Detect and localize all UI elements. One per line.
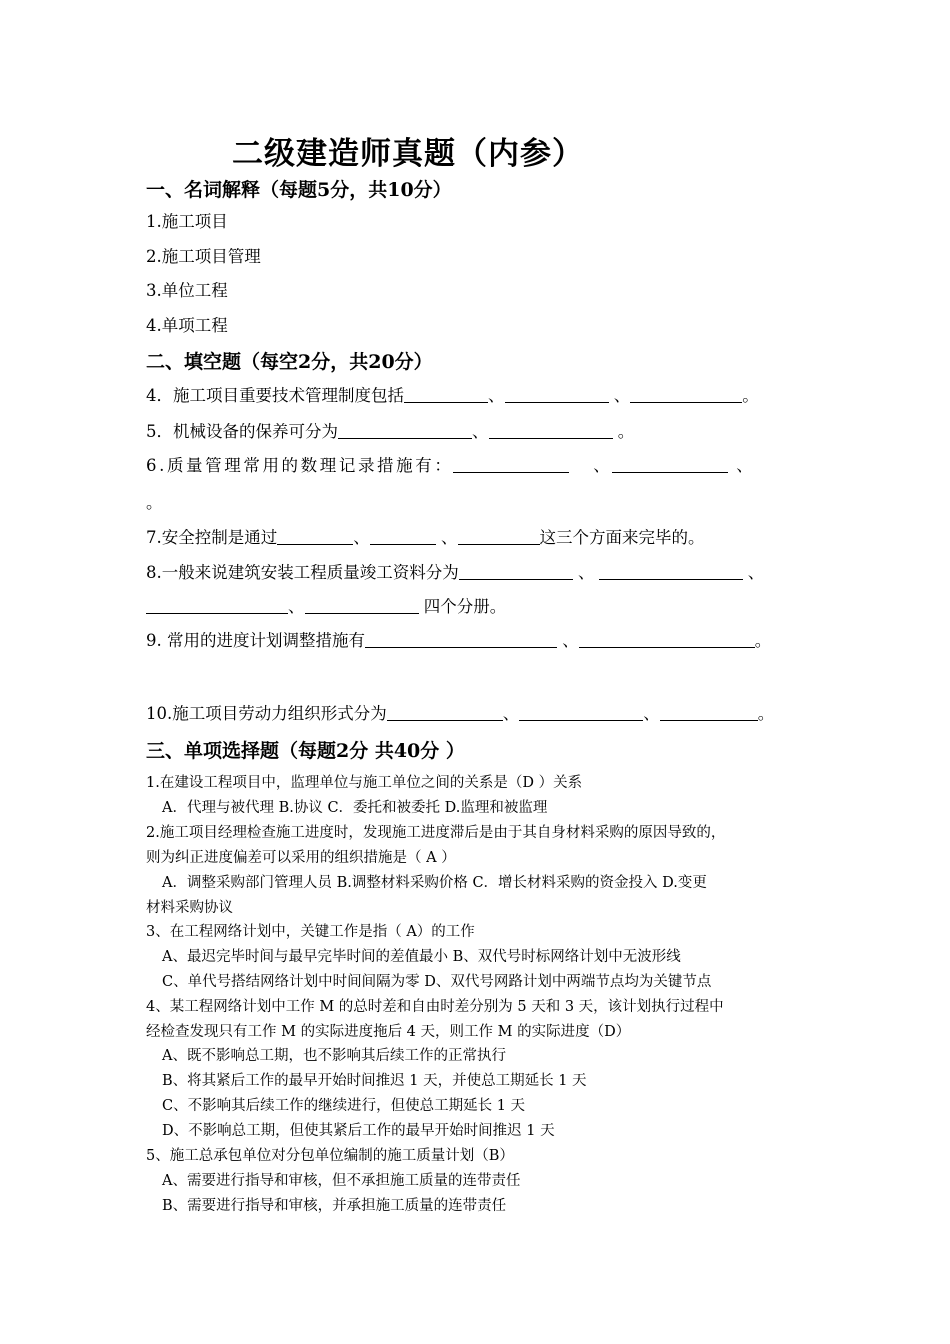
- choice-question-2: 2.施工项目经理检查施工进度时，发现施工进度滞后是由于其自身材料采购的原因导致的，: [146, 825, 726, 841]
- answer-blank: [505, 386, 609, 403]
- separator: 。: [612, 422, 635, 441]
- fill-question-4: [146, 385, 759, 407]
- section-1-heading: 一、名词解释（每题5分，共10分）: [146, 179, 452, 201]
- question-text: 6.质量管理常用的数理记录措施有：: [146, 456, 454, 475]
- separator: 、: [742, 563, 765, 582]
- fill-question-6: [146, 455, 755, 477]
- separator: 。: [754, 631, 772, 650]
- separator: 、: [728, 456, 756, 475]
- fill-question-7: [146, 527, 705, 549]
- separator: 、: [488, 386, 505, 405]
- choice-question-4: 4、某工程网络计划中工作 M 的总时差和自由时差分别为 5 天和 3 天，该计划执行过程中: [146, 999, 724, 1015]
- choice-options-cont: 材料采购协议: [146, 900, 233, 916]
- answer-blank: [365, 631, 557, 648]
- fill-question-9: [146, 630, 771, 652]
- answer-blank: [277, 528, 353, 545]
- term-item: 1.施工项目: [146, 212, 228, 231]
- question-text: 四个分册。: [418, 597, 507, 616]
- answer-blank: [459, 563, 573, 580]
- question-text: 8.一般来说建筑安装工程质量竣工资料分为: [146, 563, 459, 582]
- choice-option: D、不影响总工期，但使其紧后工作的最早开始时间推迟 1 天: [162, 1123, 555, 1139]
- separator: 、: [435, 528, 458, 547]
- choice-question-4-cont: 经检查发现只有工作 M 的实际进度拖后 4 天，则工作 M 的实际进度（D）: [146, 1024, 631, 1040]
- fill-question-6-end: 。: [146, 493, 163, 512]
- term-item: 2.施工项目管理: [146, 247, 261, 266]
- term-item: 4.单项工程: [146, 316, 228, 335]
- answer-blank: [579, 631, 755, 648]
- separator: 、: [472, 422, 489, 441]
- question-text: 5．机械设备的保养可分为: [146, 422, 338, 441]
- separator: 、: [353, 528, 370, 547]
- question-text: 7.安全控制是通过: [146, 528, 278, 547]
- answer-blank: [599, 563, 743, 580]
- answer-blank: [453, 456, 569, 473]
- separator: 、: [288, 597, 305, 616]
- answer-blank: [458, 528, 540, 545]
- separator: 。: [757, 704, 775, 723]
- separator: 、: [643, 704, 660, 723]
- answer-blank: [338, 422, 472, 439]
- section-2-heading: 二、填空题（每空2分，共20分）: [146, 351, 433, 373]
- choice-option: B、将其紧后工作的最早开始时间推迟 1 天，并使总工期延长 1 天: [162, 1073, 587, 1089]
- section-3-heading: 三、单项选择题（每题2分 共40分 ）: [146, 740, 465, 762]
- fill-question-5: [146, 421, 634, 443]
- separator: 、: [557, 631, 579, 650]
- fill-question-8-cont: [146, 596, 506, 618]
- choice-options: A、最迟完毕时间与最早完毕时间的差值最小 B、双代号时标网络计划中无波形线: [162, 949, 681, 965]
- question-text: 4．施工项目重要技术管理制度包括: [146, 386, 404, 405]
- separator: 、: [608, 386, 631, 405]
- answer-blank: [146, 597, 288, 614]
- page-title: 二级建造师真题（内参）: [232, 136, 584, 172]
- answer-blank: [519, 704, 643, 721]
- fill-question-8: [146, 562, 764, 584]
- choice-options: A．调整采购部门管理人员 B.调整材料采购价格 C．增长材料采购的资金投入 D.变更: [162, 875, 707, 891]
- choice-option: C、不影响其后续工作的继续进行，但使总工期延长 1 天: [162, 1098, 526, 1114]
- choice-question-3: 3、在工程网络计划中，关键工作是指（ A）的工作: [146, 924, 475, 940]
- fill-question-10: [146, 703, 774, 725]
- term-item: 3.单位工程: [146, 281, 228, 300]
- answer-blank: [612, 456, 728, 473]
- separator: 、: [572, 563, 595, 582]
- question-text: 9. 常用的进度计划调整措施有: [146, 631, 365, 650]
- separator: 。: [742, 386, 759, 405]
- answer-blank: [489, 422, 613, 439]
- answer-blank: [387, 704, 503, 721]
- question-text: 这三个方面来完毕的。: [539, 528, 705, 547]
- answer-blank: [660, 704, 758, 721]
- choice-question-1: 1.在建设工程项目中，监理单位与施工单位之间的关系是（D ）关系: [146, 775, 583, 791]
- answer-blank: [370, 528, 436, 545]
- answer-blank: [630, 386, 742, 403]
- answer-blank: [404, 386, 488, 403]
- choice-option: A、既不影响总工期，也不影响其后续工作的正常执行: [162, 1048, 506, 1064]
- choice-options: C、单代号搭结网络计划中时间间隔为零 D、双代号网路计划中两端节点均为关键节点: [162, 974, 712, 990]
- choice-option: B、需要进行指导和审核，并承担施工质量的连带责任: [162, 1198, 507, 1214]
- separator: 、: [585, 456, 613, 475]
- separator: 、: [502, 704, 520, 723]
- question-text: 10.施工项目劳动力组织形式分为: [146, 704, 387, 723]
- choice-question-2-cont: 则为纠正进度偏差可以采用的组织措施是（ A ）: [146, 850, 456, 866]
- answer-blank: [305, 597, 419, 614]
- choice-options: A．代理与被代理 B.协议 C．委托和被委托 D.监理和被监理: [162, 800, 548, 816]
- choice-question-5: 5、施工总承包单位对分包单位编制的施工质量计划（B）: [146, 1148, 514, 1164]
- choice-option: A、需要进行指导和审核，但不承担施工质量的连带责任: [162, 1173, 521, 1189]
